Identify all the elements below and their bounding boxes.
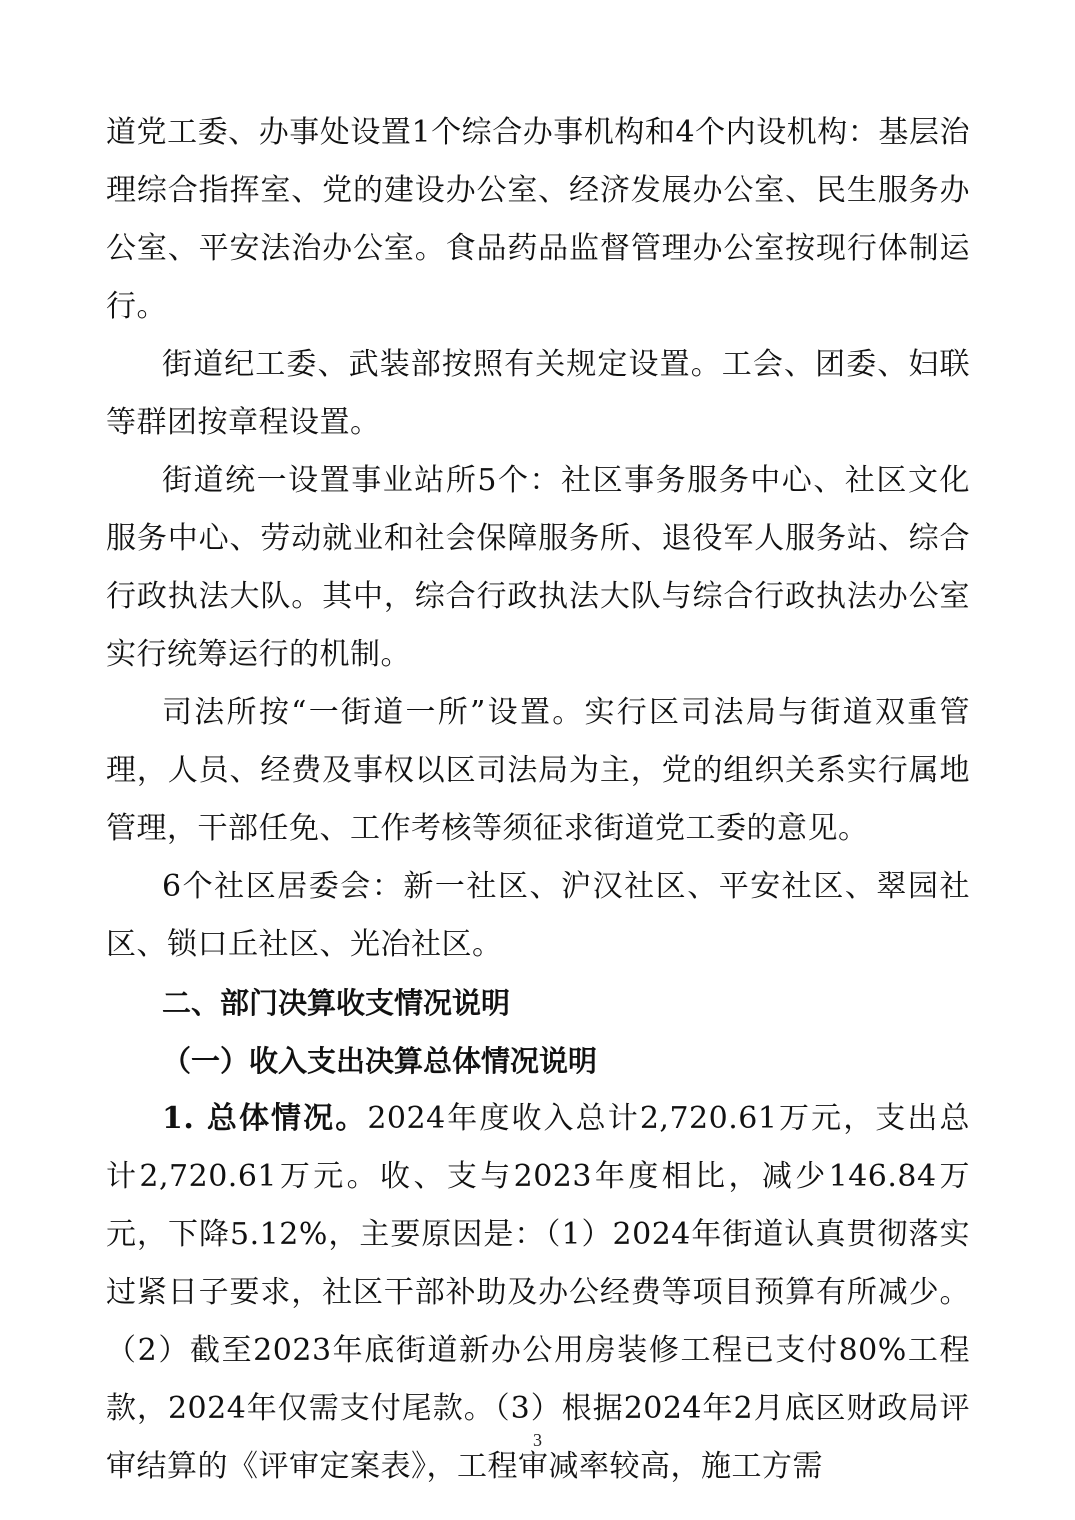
page-number: 3 — [533, 1430, 542, 1450]
paragraph-internal-organs: 道党工委、办事处设置1个综合办事机构和4个内设机构：基层治理综合指挥室、党的建设办公室、经济发展办公室、民生服务办公室、平安法治办公室。食品药品监督管理办公室按现行体制运行。 — [106, 115, 970, 324]
subsection-heading: （一）收入支出决算总体情况说明 — [162, 1044, 598, 1078]
section-heading: 二、部门决算收支情况说明 — [162, 986, 511, 1020]
overall-lead: 1. 总体情况。 — [162, 1101, 368, 1136]
document-body — [106, 104, 970, 1496]
paragraph-public-institutions: 街道统一设置事业站所5个：社区事务服务中心、社区文化服务中心、劳动就业和社会保障服务所、退役军人服务站、综合行政执法大队。其中，综合行政执法大队与综合行政执法办公室实行统筹运行的机制。 — [106, 463, 970, 672]
paragraph-communities: 6个社区居委会：新一社区、沪汉社区、平安社区、翠园社区、锁口丘社区、光冶社区。 — [106, 869, 970, 962]
paragraph-judicial-office: 司法所按“一街道一所”设置。实行区司法局与街道双重管理，人员、经费及事权以区司法局为主，党的组织关系实行属地管理，干部任免、工作考核等须征求街道党工委的意见。 — [106, 695, 970, 846]
paragraph-groups: 街道纪工委、武装部按照有关规定设置。工会、团委、妇联等群团按章程设置。 — [106, 347, 970, 440]
overall-body: 2024年度收入总计2,720.61万元，支出总计2,720.61万元。收、支与2023年度相比，减少146.84万元，下降5.12%，主要原因是：（1）2024年街道认真贯彻落实过紧日子要求，社区干部补助及办公经费等项目预算有所减少。（2）截至2023年底街道新办公用房装修工程已支付80%工程款，2024年仅需支付尾款。（3）根据2024年2月底区财政局评审结算的《评审定案表》，工程审减率较高，施工方需 — [106, 1101, 970, 1484]
